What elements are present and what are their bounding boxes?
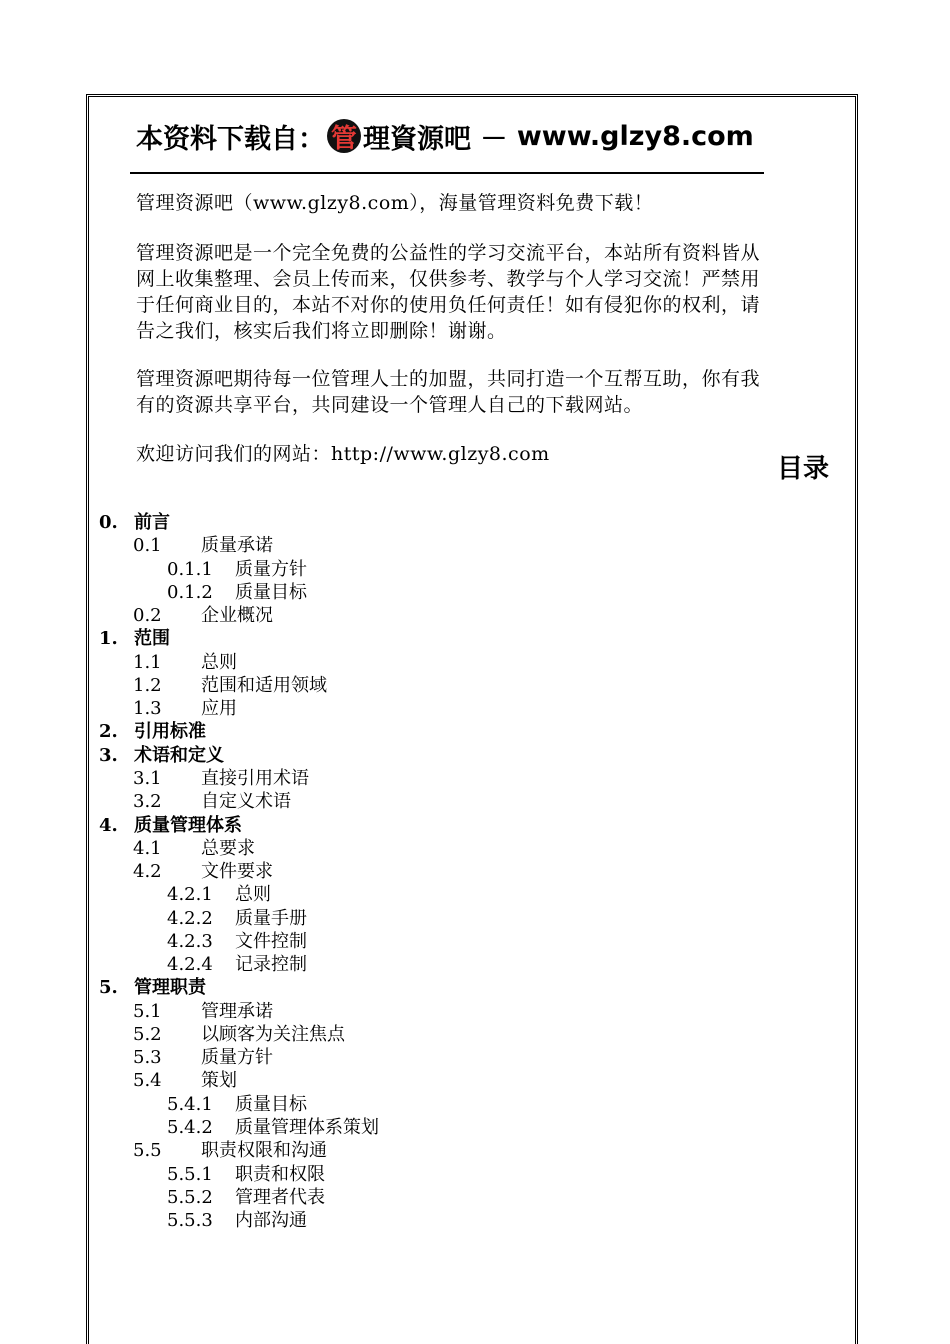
toc-entry-label: 质量承诺 (201, 535, 273, 557)
toc-entry-label: 以顾客为关注焦点 (201, 1023, 345, 1045)
toc-entry-label: 质量目标 (235, 581, 307, 603)
toc-entry-label: 质量目标 (235, 1093, 307, 1115)
toc-entry-label: 内部沟通 (235, 1210, 307, 1232)
toc-entry-label: 管理职责 (134, 977, 206, 999)
notice-line-1 (136, 190, 766, 216)
toc-entry-number: 5.4.1 (167, 1093, 213, 1115)
toc-entry-label: 应用 (201, 698, 237, 720)
banner-dash: － (471, 123, 517, 155)
toc-entry-number: 0. (99, 512, 118, 533)
toc-entry-label: 质量方针 (235, 558, 307, 580)
toc-entry-number: 5.3 (133, 1047, 162, 1069)
toc-entry-number: 2. (99, 721, 118, 743)
notice-paragraph-2 (136, 240, 766, 344)
toc-entry-number: 0.1.2 (167, 581, 213, 603)
toc-entry-number: 4.2.1 (167, 884, 213, 906)
toc-entry-number: 4. (99, 814, 118, 836)
notice-disclaimer: 管理资源吧是一个完全免费的公益性的学习交流平台，本站所有资料皆从网上收集整理、会员上传而来，仅供参考、教学与个人学习交流！严禁用于任何商业目的，本站不对你的使用负任何责任！如有侵犯你的权利，请告之我们，核实后我们将立即删除！谢谢。 (136, 242, 761, 342)
toc-entry-number: 3.1 (133, 767, 162, 789)
toc-entry-number: 1.1 (133, 651, 162, 673)
toc-entry-number: 0.1 (133, 535, 162, 557)
toc-entry-label: 文件要求 (201, 861, 273, 883)
toc-entry-label: 职责和权限 (235, 1163, 325, 1185)
toc-entry-number: 5. (99, 977, 118, 999)
notice-paragraph-4 (136, 441, 766, 467)
toc-entry-number: 4.1 (133, 837, 162, 859)
notice-paragraph-3 (136, 366, 766, 418)
notice-invitation: 管理资源吧期待每一位管理人士的加盟，共同打造一个互帮互助，你有我有的资源共享平台，共同建设一个管理人自己的下载网站。 (136, 368, 761, 416)
banner-prefix: 本资料下载自： (136, 123, 325, 155)
toc-entry-label: 术语和定义 (134, 744, 224, 766)
toc-entry-number: 3.2 (133, 791, 162, 813)
toc-entry-label: 企业概况 (201, 605, 273, 627)
toc-entry-number: 4.2 (133, 861, 162, 883)
toc-entry-label: 总要求 (201, 837, 255, 859)
toc-entry-number: 3. (99, 744, 118, 766)
toc-entry-label: 管理承诺 (201, 1000, 273, 1022)
toc-entry-label: 质量管理体系 (134, 814, 242, 836)
toc-entry-number: 5.5.2 (167, 1186, 213, 1208)
toc-entry-label: 自定义术语 (201, 791, 291, 813)
toc-title: 目录 (777, 454, 830, 484)
download-banner (136, 114, 754, 158)
toc-entry-label: 记录控制 (235, 954, 307, 976)
toc-entry-number: 5.4 (133, 1070, 162, 1092)
toc-entry-number: 1.2 (133, 674, 162, 696)
toc-entry-label: 管理者代表 (235, 1186, 325, 1208)
toc-entry-number: 0.2 (133, 605, 162, 627)
toc-entry-label: 文件控制 (235, 930, 307, 952)
toc-entry-label: 质量方针 (201, 1047, 273, 1069)
toc-entry-label: 职责权限和沟通 (201, 1140, 327, 1162)
toc-entry-number: 5.2 (133, 1023, 162, 1045)
toc-entry-number: 4.2.2 (167, 907, 213, 929)
banner-divider (130, 172, 764, 174)
notice-intro: 管理资源吧（www.glzy8.com），海量管理资料免费下载！ (136, 192, 654, 214)
toc-entry-number: 5.5.3 (167, 1210, 213, 1232)
toc-entry-label: 策划 (201, 1070, 237, 1092)
toc-entry-label: 总则 (235, 884, 271, 906)
toc-entry-number: 1. (99, 628, 118, 650)
toc-entry-label: 引用标准 (134, 721, 206, 743)
toc-entry-number: 4.2.3 (167, 930, 213, 952)
toc-entry-number: 5.4.2 (167, 1117, 213, 1139)
toc-entry-number: 5.1 (133, 1000, 162, 1022)
toc-entry-label: 质量手册 (235, 907, 307, 929)
toc-entry-number: 0.1.1 (167, 558, 213, 580)
notice-website: 欢迎访问我们的网站：http://www.glzy8.com (136, 443, 550, 465)
toc-entry-label: 总则 (201, 651, 237, 673)
brand-logo-icon: 管 (327, 119, 361, 153)
toc-entry-number: 1.3 (133, 698, 162, 720)
toc-entry-label: 范围和适用领域 (201, 674, 327, 696)
banner-brand: 理資源吧 (363, 123, 471, 155)
toc-entry-label: 前言 (134, 512, 170, 533)
toc-entry-label: 范围 (134, 628, 170, 650)
toc-entry-number: 5.5 (133, 1140, 162, 1162)
toc-entry-label: 质量管理体系策划 (235, 1117, 379, 1139)
toc-entry-number: 5.5.1 (167, 1163, 213, 1185)
toc-entry-label: 直接引用术语 (201, 767, 309, 789)
banner-site: www.glzy8.com (516, 120, 754, 152)
toc-entry-number: 4.2.4 (167, 954, 213, 976)
